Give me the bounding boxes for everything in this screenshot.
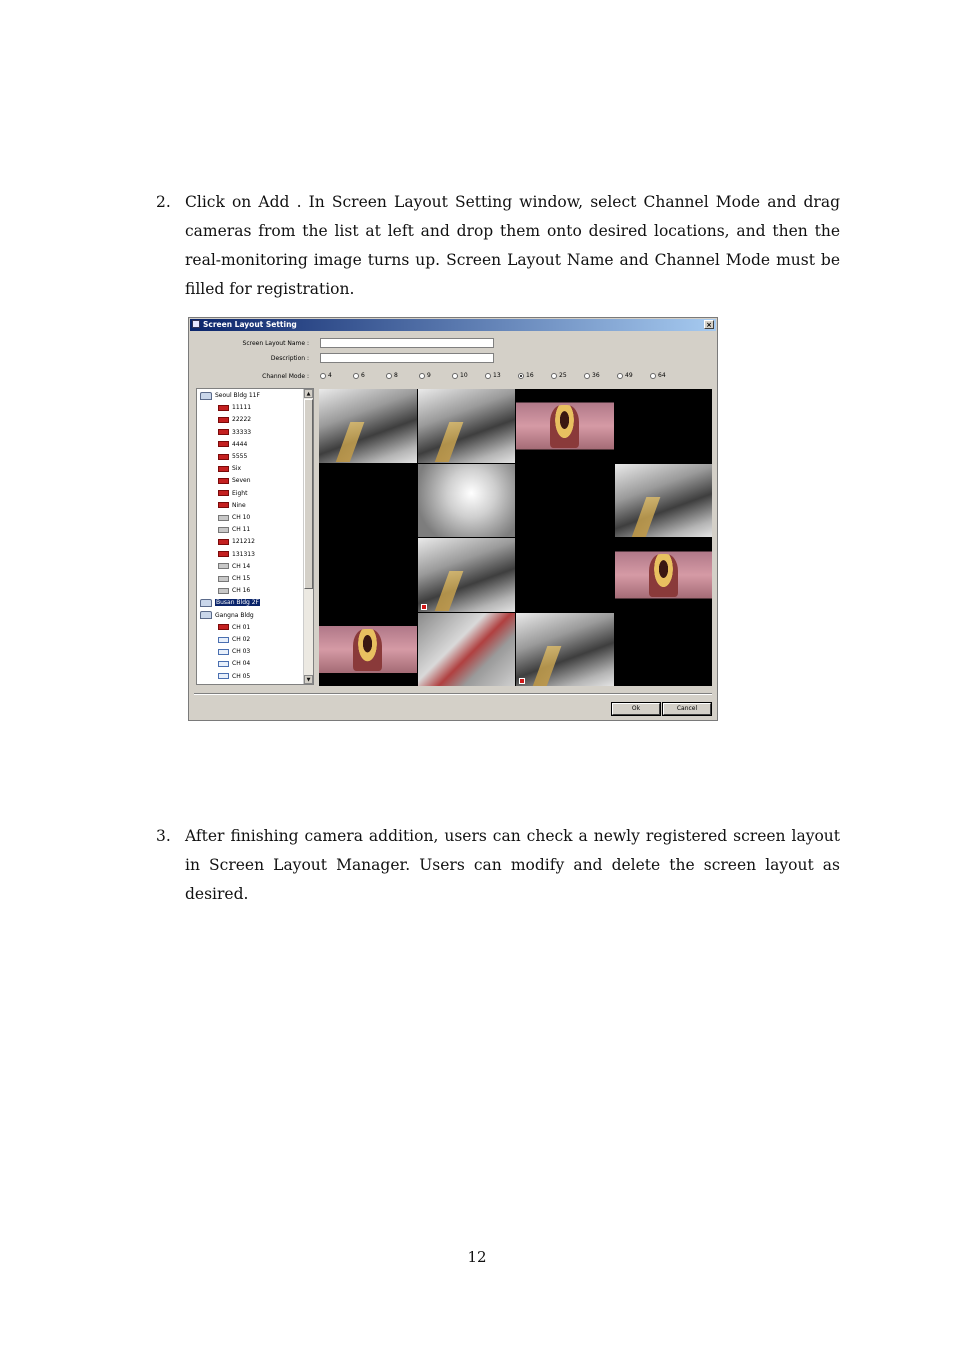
radio-dot-icon (617, 373, 623, 379)
tree-site-node[interactable] (200, 610, 254, 622)
camera-live-icon (218, 551, 229, 557)
dialog-separator (194, 693, 712, 695)
description-input[interactable] (320, 353, 494, 363)
empty-channel-slot[interactable] (319, 538, 417, 612)
tree-site-node[interactable] (200, 597, 260, 609)
camera-feed-slot[interactable] (516, 389, 614, 463)
radio-dot-icon (320, 373, 326, 379)
channel-mode-radio-6[interactable] (353, 372, 365, 379)
tree-camera-node[interactable] (218, 658, 250, 670)
radio-label: 36 (592, 372, 600, 379)
channel-layout-grid (319, 389, 712, 686)
camera-blue-icon (218, 661, 229, 667)
channel-mode-radio-4[interactable] (320, 372, 332, 379)
camera-blue-icon (218, 637, 229, 643)
tree-node-label: CH 16 (232, 587, 251, 595)
radio-dot-icon (386, 373, 392, 379)
tree-camera-node[interactable] (218, 646, 250, 658)
radio-label: 13 (493, 372, 501, 379)
camera-live-icon (218, 624, 229, 630)
radio-label: 25 (559, 372, 567, 379)
step-2-paragraph (156, 188, 840, 304)
tree-camera-node[interactable] (218, 475, 251, 487)
tree-camera-node[interactable] (218, 524, 250, 536)
tree-node-label: Nine (232, 501, 246, 509)
close-icon: × (706, 321, 712, 329)
camera-live-icon (218, 490, 229, 496)
camera-feed-slot[interactable] (319, 613, 417, 687)
tree-camera-node[interactable] (218, 561, 250, 573)
camera-live-icon (218, 405, 229, 411)
tree-node-label: CH 02 (232, 636, 251, 643)
tree-node-label: CH 15 (232, 575, 251, 582)
tree-node-label: Seven (232, 477, 251, 485)
channel-mode-radio-8[interactable] (386, 372, 398, 379)
camera-feed-slot[interactable] (615, 538, 713, 612)
tree-node-label: Six (232, 465, 242, 473)
building-icon (200, 599, 212, 607)
tree-camera-node[interactable] (218, 585, 250, 597)
layout-name-label: Screen Layout Name : (242, 340, 309, 347)
radio-label: 6 (361, 372, 365, 379)
building-icon (200, 392, 212, 400)
step-text: After finishing camera addition, users can check a newly registered screen layout in Screen Layout Manager. Users can modify and delete the screen layout as desired. (185, 827, 840, 903)
tree-camera-node[interactable] (218, 671, 250, 683)
page-number: 12 (467, 1248, 487, 1266)
scroll-up-arrow-icon[interactable]: ▲ (304, 389, 313, 398)
tree-node-label: 11111 (232, 404, 252, 412)
camera-live-icon (218, 417, 229, 423)
scroll-down-arrow-icon[interactable]: ▼ (304, 675, 313, 684)
tree-node-label: CH 11 (232, 526, 251, 534)
camera-feed-slot[interactable] (418, 613, 516, 687)
tree-camera-node[interactable] (218, 427, 251, 439)
camera-blue-icon (218, 673, 229, 679)
camera-feed-slot[interactable] (319, 389, 417, 463)
empty-channel-slot[interactable] (615, 613, 713, 687)
camera-feed-slot[interactable] (418, 538, 516, 612)
channel-mode-radio-16[interactable] (518, 372, 534, 379)
close-button[interactable] (704, 320, 714, 329)
tree-camera-node[interactable] (218, 451, 247, 463)
channel-mode-label: Channel Mode : (262, 373, 309, 380)
tree-node-label: CH 01 (232, 623, 251, 631)
channel-mode-radio-49[interactable] (617, 372, 633, 379)
channel-mode-radio-9[interactable] (419, 372, 431, 379)
step-3-paragraph (156, 822, 840, 909)
camera-live-icon (218, 478, 229, 484)
camera-live-icon (218, 454, 229, 460)
radio-label: 4 (328, 372, 332, 379)
camera-live-icon (218, 539, 229, 545)
radio-dot-icon (353, 373, 359, 379)
cancel-button[interactable]: Cancel (663, 703, 711, 715)
tree-camera-node[interactable] (218, 622, 250, 634)
tree-node-label: CH 10 (232, 514, 251, 521)
camera-feed-slot[interactable] (516, 613, 614, 687)
camera-live-icon (218, 466, 229, 472)
radio-label: 49 (625, 372, 633, 379)
radio-label: 16 (526, 372, 534, 379)
tree-node-label: CH 14 (232, 562, 251, 570)
scroll-thumb[interactable] (304, 399, 313, 589)
description-label: Description : (270, 355, 309, 362)
dialog-titlebar (190, 319, 716, 331)
screen-layout-setting-dialog (188, 317, 718, 721)
tree-camera-node[interactable] (218, 500, 246, 512)
tree-camera-node[interactable] (218, 512, 250, 524)
camera-offline-icon (218, 588, 229, 594)
tree-site-node[interactable] (200, 390, 260, 402)
recording-indicator-icon (421, 604, 427, 610)
app-icon (192, 320, 200, 328)
channel-mode-radio-64[interactable] (650, 372, 666, 379)
camera-live-icon (218, 502, 229, 508)
tree-node-label: 5555 (232, 453, 248, 460)
tree-node-label: Busan Bldg 2F (216, 599, 260, 607)
tree-camera-node[interactable] (218, 549, 255, 561)
camera-offline-icon (218, 527, 229, 533)
tree-node-label: CH 04 (232, 660, 251, 668)
camera-blue-icon (218, 649, 229, 655)
tree-node-label: CH 05 (232, 672, 251, 680)
tree-node-label: 4444 (232, 440, 248, 448)
empty-channel-slot[interactable] (319, 464, 417, 538)
radio-label: 10 (460, 372, 468, 379)
tree-scrollbar[interactable] (303, 389, 313, 684)
channel-mode-radio-36[interactable] (584, 372, 600, 379)
camera-feed-slot[interactable] (418, 464, 516, 538)
radio-dot-icon (452, 373, 458, 379)
tree-camera-node[interactable] (218, 634, 250, 646)
tree-camera-node[interactable] (218, 488, 247, 500)
step-text: Click on Add . In Screen Layout Setting window, select Channel Mode and drag cameras from the list at left and drop them onto desired locations, and then the real-monitoring image turns up. Screen Layout Name and Channel Mode must be filled for registration. (185, 193, 840, 298)
empty-channel-slot[interactable] (516, 464, 614, 538)
camera-offline-icon (218, 563, 229, 569)
building-icon (200, 611, 212, 619)
camera-feed-slot[interactable] (418, 389, 516, 463)
radio-dot-icon (650, 373, 656, 379)
tree-node-label: Gangna Bldg (215, 611, 254, 619)
radio-dot-icon (518, 373, 524, 379)
tree-camera-node[interactable] (218, 402, 251, 414)
camera-live-icon (218, 429, 229, 435)
tree-node-label: Eight (232, 489, 248, 497)
channel-mode-radio-10[interactable] (452, 372, 468, 379)
tree-node-label: CH 03 (232, 648, 251, 656)
radio-dot-icon (584, 373, 590, 379)
radio-dot-icon (551, 373, 557, 379)
tree-node-label: 22222 (232, 416, 252, 424)
ok-button[interactable]: Ok (612, 703, 660, 715)
tree-node-label: 131313 (232, 550, 255, 558)
radio-dot-icon (419, 373, 425, 379)
camera-offline-icon (218, 576, 229, 582)
channel-mode-radio-25[interactable] (551, 372, 567, 379)
radio-label: 64 (658, 372, 666, 379)
tree-camera-node[interactable] (218, 414, 251, 426)
camera-feed-slot[interactable] (615, 464, 713, 538)
tree-camera-node[interactable] (218, 573, 250, 585)
layout-name-input[interactable] (320, 338, 494, 348)
radio-label: 9 (427, 372, 431, 379)
radio-dot-icon (485, 373, 491, 379)
step-number: 2. (156, 193, 171, 211)
step-number: 3. (156, 827, 171, 845)
tree-node-label: 121212 (232, 538, 255, 546)
radio-label: 8 (394, 372, 398, 379)
tree-camera-node[interactable] (218, 463, 241, 475)
camera-live-icon (218, 441, 229, 447)
channel-mode-radio-13[interactable] (485, 372, 501, 379)
tree-node-label: Seoul Bldg 11F (215, 392, 260, 399)
camera-tree[interactable] (196, 388, 314, 685)
tree-node-label: 33333 (232, 428, 252, 436)
dialog-title: Screen Layout Setting (203, 320, 297, 329)
empty-channel-slot[interactable] (516, 538, 614, 612)
tree-camera-node[interactable] (218, 536, 255, 548)
empty-channel-slot[interactable] (615, 389, 713, 463)
tree-camera-node[interactable] (218, 439, 247, 451)
recording-indicator-icon (519, 678, 525, 684)
camera-offline-icon (218, 515, 229, 521)
